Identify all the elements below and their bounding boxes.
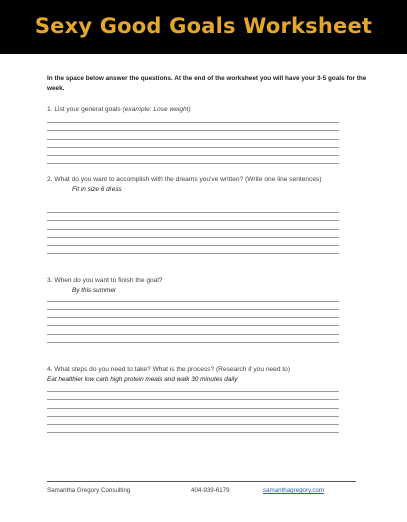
question-number: 4. [47,366,53,373]
answer-line[interactable] [47,391,339,392]
question-1 [47,106,367,114]
answer-line[interactable] [47,325,339,326]
answer-line[interactable] [47,342,339,343]
footer-divider [47,481,356,482]
answer-line[interactable] [47,155,339,156]
answer-line[interactable] [47,147,339,148]
question-text: When do you want to finish the goal? [54,277,163,284]
answer-line[interactable] [47,130,339,131]
question-text: List your general goals [54,106,121,113]
answer-line[interactable] [47,139,339,140]
question-number: 2. [47,176,53,183]
question-4 [47,366,367,374]
answer-line[interactable] [47,253,339,254]
intro-text: In the space below answer the questions. At the end of the worksheet you will have your 3-5 goals for the week. [47,75,367,92]
answer-line[interactable] [47,416,339,417]
question-3 [47,277,367,285]
question-2 [47,176,367,184]
answer-line[interactable] [47,408,339,409]
answer-text: Eat healthier low carb high protein meals and walk 30 minutes daily [47,376,238,383]
footer-phone: 404-939-6179 [191,487,230,494]
answer-line[interactable] [47,229,339,230]
worksheet-title: Sexy Good Goals Worksheet [34,14,373,38]
answer-line[interactable] [47,237,339,238]
question-text: What do you want to accomplish with the dreams you've written? (Write one line sentences) [54,176,322,183]
answer-text: Fit in size 6 dress [72,186,122,193]
footer-website-link[interactable]: samanthagregory.com [263,487,325,494]
question-hint: (example: Lose weight) [122,106,191,113]
answer-line[interactable] [47,432,339,433]
answer-line[interactable] [47,399,339,400]
answer-line[interactable] [47,212,339,213]
answer-line[interactable] [47,245,339,246]
answer-line[interactable] [47,309,339,310]
question-number: 3. [47,277,53,284]
answer-line[interactable] [47,122,339,123]
answer-line[interactable] [47,301,339,302]
question-number: 1. [47,106,53,113]
answer-line[interactable] [47,163,339,164]
question-text: What steps do you need to take? What is the process? (Research if you need to) [54,366,291,373]
footer-company: Samantha Gregory Consulting [47,487,131,494]
answer-line[interactable] [47,424,339,425]
header-banner [0,0,407,54]
answer-text: By this summer [72,287,117,294]
answer-line[interactable] [47,334,339,335]
answer-line[interactable] [47,220,339,221]
answer-line[interactable] [47,317,339,318]
